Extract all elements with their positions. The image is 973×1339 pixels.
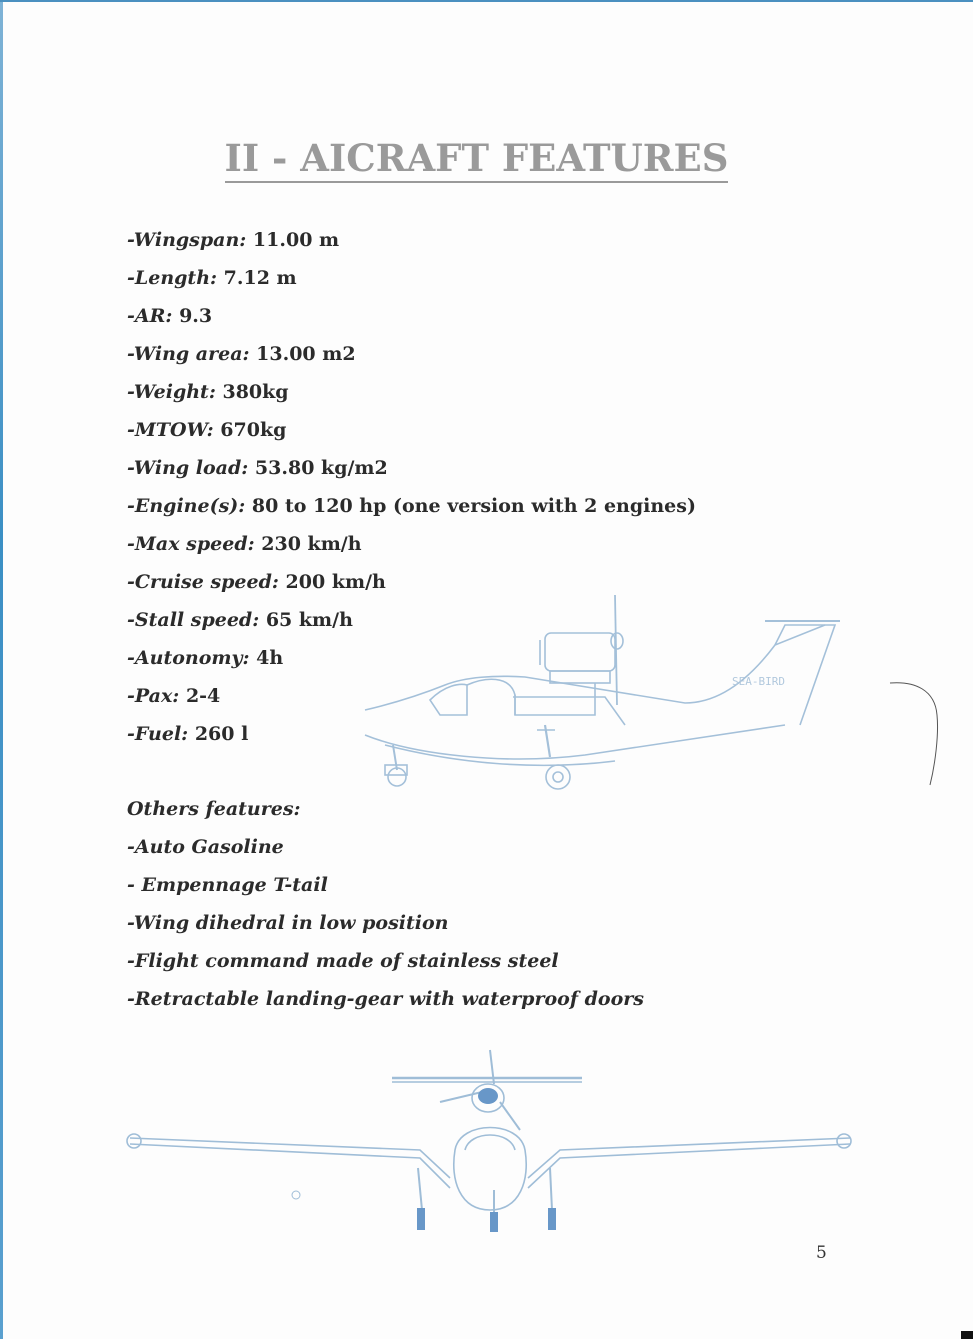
scan-edge-top (0, 0, 973, 2)
aircraft-front-view-drawing (120, 1040, 860, 1240)
spec-item-engines: -Engine(s): 80 to 120 hp (one version with 2 engines) (127, 495, 696, 517)
aircraft-side-view-drawing (355, 585, 845, 805)
spec-item-weight: -Weight: 380kg (127, 381, 289, 403)
page-title (0, 136, 953, 180)
spec-item-wing-area: -Wing area: 13.00 m2 (127, 343, 356, 365)
feature-item-auto-gasoline: -Auto Gasoline (127, 836, 284, 858)
tail-lettering: SEA-BIRD (732, 675, 785, 688)
feature-item-t-tail: - Empennage T-tail (127, 874, 328, 896)
page-title-text: II - AICRAFT FEATURES (225, 136, 729, 183)
feature-item-landing-gear: -Retractable landing-gear with waterproof doors (127, 988, 644, 1010)
scan-edge-left (0, 0, 3, 1339)
spec-item-ar: -AR: 9.3 (127, 305, 213, 327)
spec-item-stall-speed: -Stall speed: 65 km/h (127, 609, 353, 631)
spec-item-autonomy: -Autonomy: 4h (127, 647, 284, 669)
spec-item-fuel: -Fuel: 260 l (127, 723, 249, 745)
other-features-heading: Others features: (127, 798, 301, 820)
spec-item-length: -Length: 7.12 m (127, 267, 297, 289)
spec-item-mtow: -MTOW: 670kg (127, 419, 287, 441)
spec-item-max-speed: -Max speed: 230 km/h (127, 533, 362, 555)
page-number: 5 (816, 1243, 827, 1263)
spec-item-wingspan: -Wingspan: 11.00 m (127, 229, 340, 251)
other-features-list (127, 794, 644, 1022)
feature-item-flight-command: -Flight command made of stainless steel (127, 950, 559, 972)
feature-item-wing-dihedral: -Wing dihedral in low position (127, 912, 449, 934)
scan-bracket-mark (885, 675, 945, 805)
spec-item-wing-load: -Wing load: 53.80 kg/m2 (127, 457, 388, 479)
scan-corner-mark (961, 1331, 973, 1339)
spec-item-cruise-speed: -Cruise speed: 200 km/h (127, 571, 386, 593)
spec-item-pax: -Pax: 2-4 (127, 685, 221, 707)
